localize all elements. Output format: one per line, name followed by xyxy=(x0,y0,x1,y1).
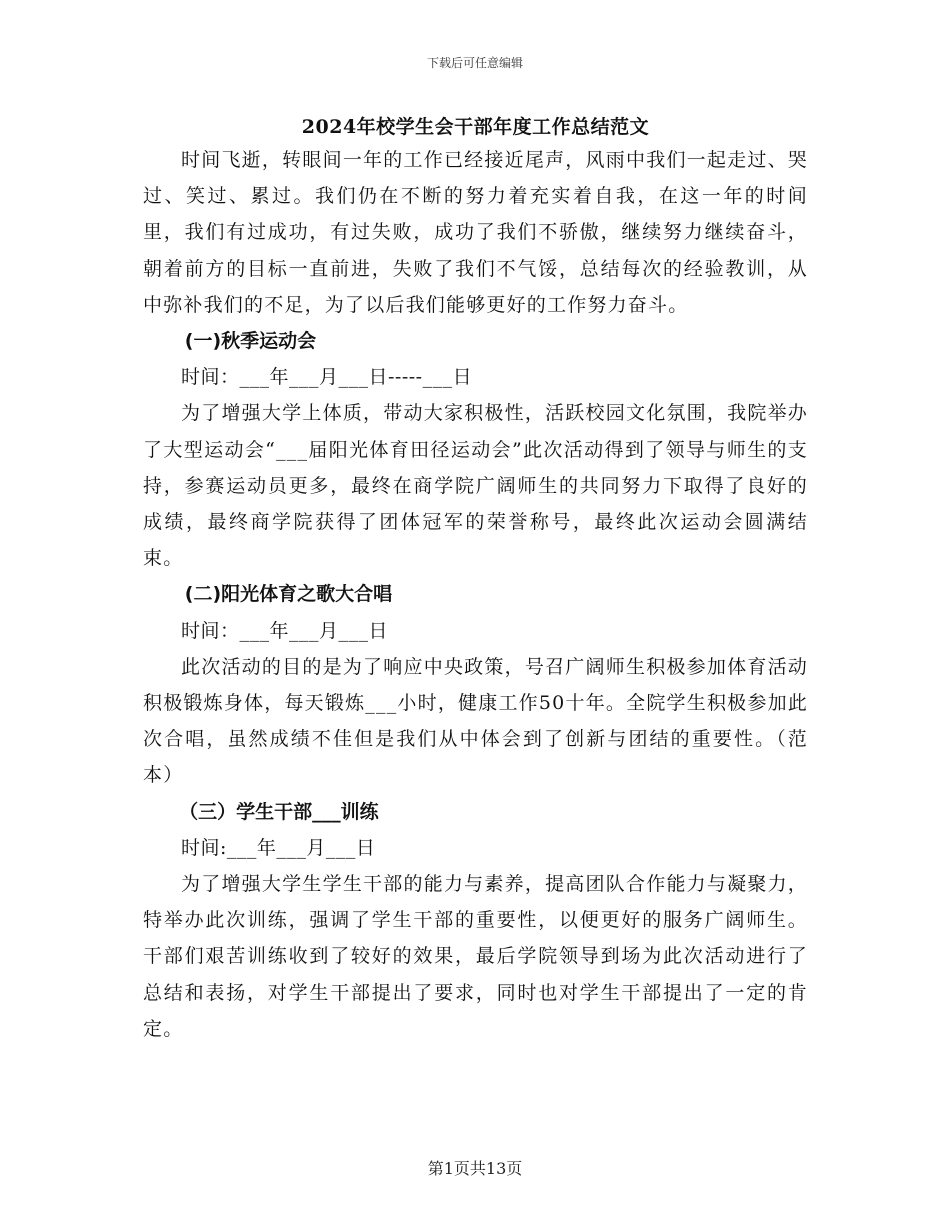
section-1-heading: (一)秋季运动会 xyxy=(184,330,317,353)
section-2-body: 此次活动的目的是为了响应中央政策，号召广阔师生积极参加体育活动积极锻炼身体，每天锻炼___小时，健康工作50十年。全院学生积极参加此次合唱，虽然成绩不佳但是我们从中体会到了创新与团结的重要性。（范本） xyxy=(143,655,808,787)
section-3-body: 为了增强大学生学生干部的能力与素养，提高团队合作能力与凝聚力，特举办此次训练，强调了学生干部的重要性，以便更好的服务广阔师生。干部们艰苦训练收到了较好的效果，最后学院领导到场为此次活动进行了总结和表扬，对学生干部提出了要求，同时也对学生干部提出了一定的肯定。 xyxy=(143,873,808,1040)
page-footer: 第1页共13页 xyxy=(427,1159,523,1178)
section-2-time: 时间：___年___月___日 xyxy=(181,619,389,642)
document-body xyxy=(143,112,808,1047)
section-2-heading: (二)阳光体育之歌大合唱 xyxy=(184,583,393,606)
intro-paragraph: 时间飞逝，转眼间一年的工作已经接近尾声，风雨中我们一起走过、哭过、笑过、累过。我们仍在不断的努力着充实着自我，在这一年的时间里，我们有过成功，有过失败，成功了我们不骄傲，继续努力继续奋斗，朝着前方的目标一直前进，失败了我们不气馁，总结每次的经验教训，从中弥补我们的不足，为了以后我们能够更好的工作努力奋斗。 xyxy=(143,149,808,316)
section-1-body: 为了增强大学上体质，带动大家积极性，活跃校园文化氛围，我院举办了大型运动会“___届阳光体育田径运动会”此次活动得到了领导与师生的支持，参赛运动员更多，最终在商学院广阔师生的共同努力下取得了良好的成绩，最终商学院获得了团体冠军的荣誉称号，最终此次运动会圆满结束。 xyxy=(143,402,808,570)
section-1-time: 时间：___年___月___日-----___日 xyxy=(181,366,473,389)
section-3-heading: （三）学生干部___训练 xyxy=(179,800,379,823)
header-note: 下载后可任意编辑 xyxy=(426,56,523,70)
document-title: 2024年校学生会干部年度工作总结范文 xyxy=(301,116,650,138)
section-3-time: 时间:___年___月___日 xyxy=(181,836,376,859)
